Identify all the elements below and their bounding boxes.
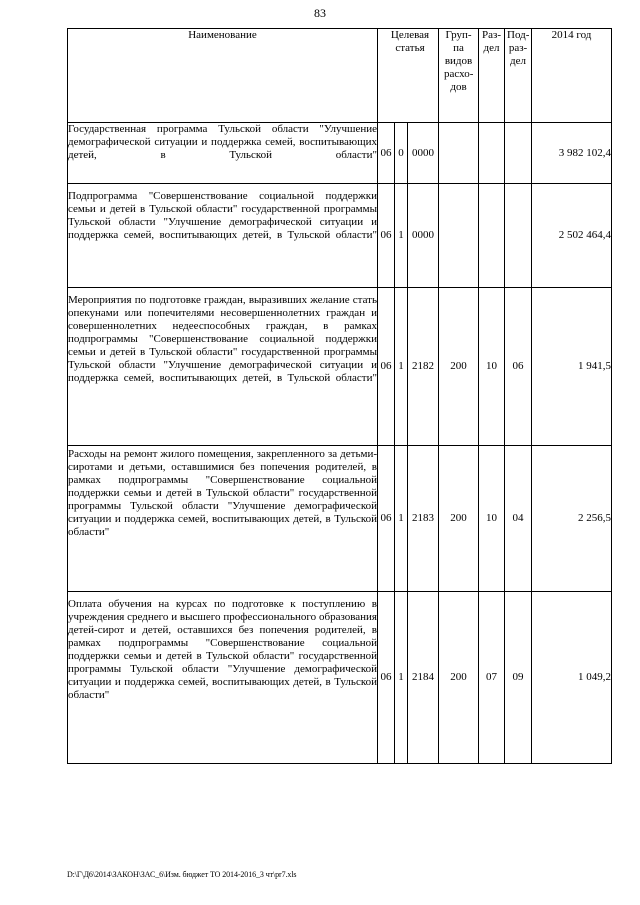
header-name: Наименование [68,29,378,123]
page-number: 83 [314,6,326,20]
budget-table [67,28,612,764]
row-section [479,184,505,288]
row-art2: 1 [395,184,408,288]
header-year: 2014 год [532,29,612,123]
row-expense-group [439,184,479,288]
row-section: 10 [479,446,505,592]
row-amount: 1 049,2 [532,592,612,764]
row-art1: 06 [378,288,395,446]
row-art3: 2182 [408,288,439,446]
row-section: 10 [479,288,505,446]
file-path-footer: D:\Г\Д6\2014\ЗАКОН\ЗАС_6\Изм. бюджет ТО 2014-2016_3 чт\pr7.xls [67,870,297,879]
row-section [479,123,505,184]
row-art2: 1 [395,288,408,446]
header-section-label: Раз-дел [482,29,502,54]
row-name: Расходы на ремонт жилого помещения, закрепленного за детьми-сиротами и детьми, оставшимися без попечения родителей, в рамках подпрограммы "Совершенствование социальной поддержки семьи и детей в Тульской области" государственной программы Тульской области "Улучшение демографической ситуации и поддержка семей, воспитывающих детей, в Тульской области" [68,446,378,592]
table-row [68,184,612,288]
row-expense-group: 200 [439,446,479,592]
table-header-row [68,29,612,123]
row-art2: 1 [395,446,408,592]
table-row [68,288,612,446]
row-name: Оплата обучения на курсах по подготовке к поступлению в учреждения среднего и высшего профессионального образования детей-сирот и детей, оставшихся без попечения родителей, в рамках подпрограммы "Совершенствование социальной поддержки семьи и детей в Тульской области" государственной программы Тульской области "Улучшение демографической ситуации и поддержка семей, воспитывающих детей, в Тульской области" [68,592,378,764]
row-subsection: 04 [505,446,532,592]
row-expense-group [439,123,479,184]
header-expense-group [439,29,479,123]
row-art3: 0000 [408,123,439,184]
row-art1: 06 [378,184,395,288]
row-name: Мероприятия по подготовке граждан, выразивших желание стать опекунами или попечителями несовершеннолетних граждан и совершеннолетних недееспособных граждан, в рамках подпрограммы "Совершенствование социальной поддержки семьи и детей в Тульской области" государственной программы Тульской области "Улучшение демографической ситуации и поддержка семей, воспитывающих детей, в Тульской области" [68,288,378,446]
row-art1: 06 [378,123,395,184]
header-subsection-label: Под-раз-дел [507,29,530,67]
row-name: Подпрограмма "Совершенствование социальной поддержки семьи и детей в Тульской области" государственной программы Тульской области "Улучшение демографической ситуации и поддержка семей, воспитывающих детей, в Тульской области" [68,184,378,288]
row-art3: 2184 [408,592,439,764]
row-subsection [505,123,532,184]
header-subsection [505,29,532,123]
row-expense-group: 200 [439,288,479,446]
row-section: 07 [479,592,505,764]
row-expense-group: 200 [439,592,479,764]
header-expense-group-label: Груп-па видов расхо-дов [444,29,474,93]
table-row [68,592,612,764]
row-art1: 06 [378,446,395,592]
table-row [68,123,612,184]
header-target-article: Целевая статья [378,29,439,123]
row-art2: 1 [395,592,408,764]
row-subsection [505,184,532,288]
row-subsection: 09 [505,592,532,764]
row-subsection: 06 [505,288,532,446]
row-art3: 2183 [408,446,439,592]
row-name: Государственная программа Тульской области "Улучшение демографической ситуации и поддержка семей, воспитывающих детей, в Тульской области" [68,123,378,184]
row-amount: 3 982 102,4 [532,123,612,184]
table-row [68,446,612,592]
row-amount: 2 256,5 [532,446,612,592]
row-amount: 2 502 464,4 [532,184,612,288]
header-section [479,29,505,123]
row-art2: 0 [395,123,408,184]
row-amount: 1 941,5 [532,288,612,446]
row-art3: 0000 [408,184,439,288]
row-art1: 06 [378,592,395,764]
